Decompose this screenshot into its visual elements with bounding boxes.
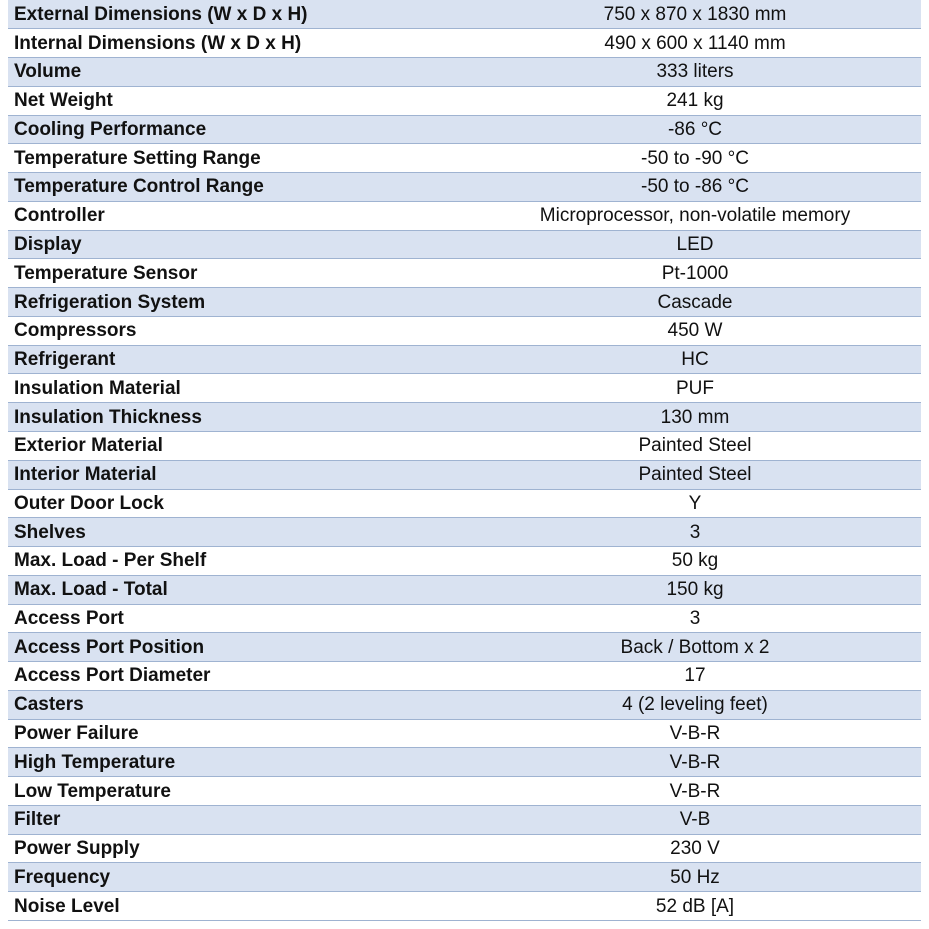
spec-label: High Temperature bbox=[8, 748, 469, 777]
table-row bbox=[8, 719, 921, 748]
spec-value: 3 bbox=[469, 604, 921, 633]
table-row bbox=[8, 604, 921, 633]
spec-value: Y bbox=[469, 489, 921, 518]
spec-value: -50 to -90 °C bbox=[469, 144, 921, 173]
spec-value: 4 (2 leveling feet) bbox=[469, 690, 921, 719]
spec-label: Temperature Control Range bbox=[8, 173, 469, 202]
table-row bbox=[8, 690, 921, 719]
spec-label: Cooling Performance bbox=[8, 115, 469, 144]
table-row bbox=[8, 575, 921, 604]
table-row bbox=[8, 489, 921, 518]
spec-value: V-B-R bbox=[469, 777, 921, 806]
table-row bbox=[8, 0, 921, 29]
spec-label: Noise Level bbox=[8, 892, 469, 921]
table-row bbox=[8, 374, 921, 403]
spec-label: Max. Load - Per Shelf bbox=[8, 547, 469, 576]
table-row bbox=[8, 834, 921, 863]
table-row bbox=[8, 201, 921, 230]
spec-value: 17 bbox=[469, 662, 921, 691]
spec-value: 241 kg bbox=[469, 86, 921, 115]
table-row bbox=[8, 345, 921, 374]
spec-label: Exterior Material bbox=[8, 431, 469, 460]
spec-value: 52 dB [A] bbox=[469, 892, 921, 921]
table-row bbox=[8, 29, 921, 58]
spec-value: 230 V bbox=[469, 834, 921, 863]
table-row bbox=[8, 316, 921, 345]
table-row bbox=[8, 144, 921, 173]
table-row bbox=[8, 230, 921, 259]
spec-label: Temperature Setting Range bbox=[8, 144, 469, 173]
table-row bbox=[8, 431, 921, 460]
spec-value: Painted Steel bbox=[469, 460, 921, 489]
table-row bbox=[8, 547, 921, 576]
spec-label: Shelves bbox=[8, 518, 469, 547]
spec-label: Power Supply bbox=[8, 834, 469, 863]
spec-value: V-B-R bbox=[469, 719, 921, 748]
spec-value: 50 kg bbox=[469, 547, 921, 576]
table-row bbox=[8, 805, 921, 834]
spec-label: Max. Load - Total bbox=[8, 575, 469, 604]
spec-label: Low Temperature bbox=[8, 777, 469, 806]
table-row bbox=[8, 892, 921, 921]
table-row bbox=[8, 518, 921, 547]
spec-label: Casters bbox=[8, 690, 469, 719]
spec-value: Painted Steel bbox=[469, 431, 921, 460]
spec-label: Display bbox=[8, 230, 469, 259]
table-row bbox=[8, 288, 921, 317]
table-row bbox=[8, 115, 921, 144]
spec-value: 490 x 600 x 1140 mm bbox=[469, 29, 921, 58]
spec-label: Refrigerant bbox=[8, 345, 469, 374]
spec-label: Access Port bbox=[8, 604, 469, 633]
table-row bbox=[8, 662, 921, 691]
spec-label: Access Port Position bbox=[8, 633, 469, 662]
table-row bbox=[8, 863, 921, 892]
spec-label: Internal Dimensions (W x D x H) bbox=[8, 29, 469, 58]
table-row bbox=[8, 86, 921, 115]
table-row bbox=[8, 58, 921, 87]
spec-value: V-B bbox=[469, 805, 921, 834]
spec-value: 50 Hz bbox=[469, 863, 921, 892]
spec-value: 450 W bbox=[469, 316, 921, 345]
spec-value: -50 to -86 °C bbox=[469, 173, 921, 202]
table-row bbox=[8, 748, 921, 777]
spec-value: Cascade bbox=[469, 288, 921, 317]
spec-value: HC bbox=[469, 345, 921, 374]
spec-label: Power Failure bbox=[8, 719, 469, 748]
spec-value: 3 bbox=[469, 518, 921, 547]
spec-value: V-B-R bbox=[469, 748, 921, 777]
spec-label: Temperature Sensor bbox=[8, 259, 469, 288]
spec-value: PUF bbox=[469, 374, 921, 403]
table-row bbox=[8, 173, 921, 202]
spec-value: LED bbox=[469, 230, 921, 259]
spec-label: Volume bbox=[8, 58, 469, 87]
spec-label: Interior Material bbox=[8, 460, 469, 489]
spec-label: Insulation Material bbox=[8, 374, 469, 403]
spec-label: Controller bbox=[8, 201, 469, 230]
spec-value: 150 kg bbox=[469, 575, 921, 604]
specifications-table bbox=[8, 0, 921, 921]
table-row bbox=[8, 777, 921, 806]
table-row bbox=[8, 259, 921, 288]
spec-value: Microprocessor, non-volatile memory bbox=[469, 201, 921, 230]
spec-label: Outer Door Lock bbox=[8, 489, 469, 518]
spec-value: Back / Bottom x 2 bbox=[469, 633, 921, 662]
spec-label: Filter bbox=[8, 805, 469, 834]
spec-label: Access Port Diameter bbox=[8, 662, 469, 691]
spec-label: Frequency bbox=[8, 863, 469, 892]
spec-value: Pt-1000 bbox=[469, 259, 921, 288]
spec-value: 750 x 870 x 1830 mm bbox=[469, 0, 921, 29]
spec-label: Net Weight bbox=[8, 86, 469, 115]
spec-value: 130 mm bbox=[469, 403, 921, 432]
spec-label: Refrigeration System bbox=[8, 288, 469, 317]
spec-value: 333 liters bbox=[469, 58, 921, 87]
table-row bbox=[8, 460, 921, 489]
spec-label: Insulation Thickness bbox=[8, 403, 469, 432]
table-row bbox=[8, 403, 921, 432]
table-row bbox=[8, 633, 921, 662]
spec-value: -86 °C bbox=[469, 115, 921, 144]
spec-label: Compressors bbox=[8, 316, 469, 345]
spec-label: External Dimensions (W x D x H) bbox=[8, 0, 469, 29]
